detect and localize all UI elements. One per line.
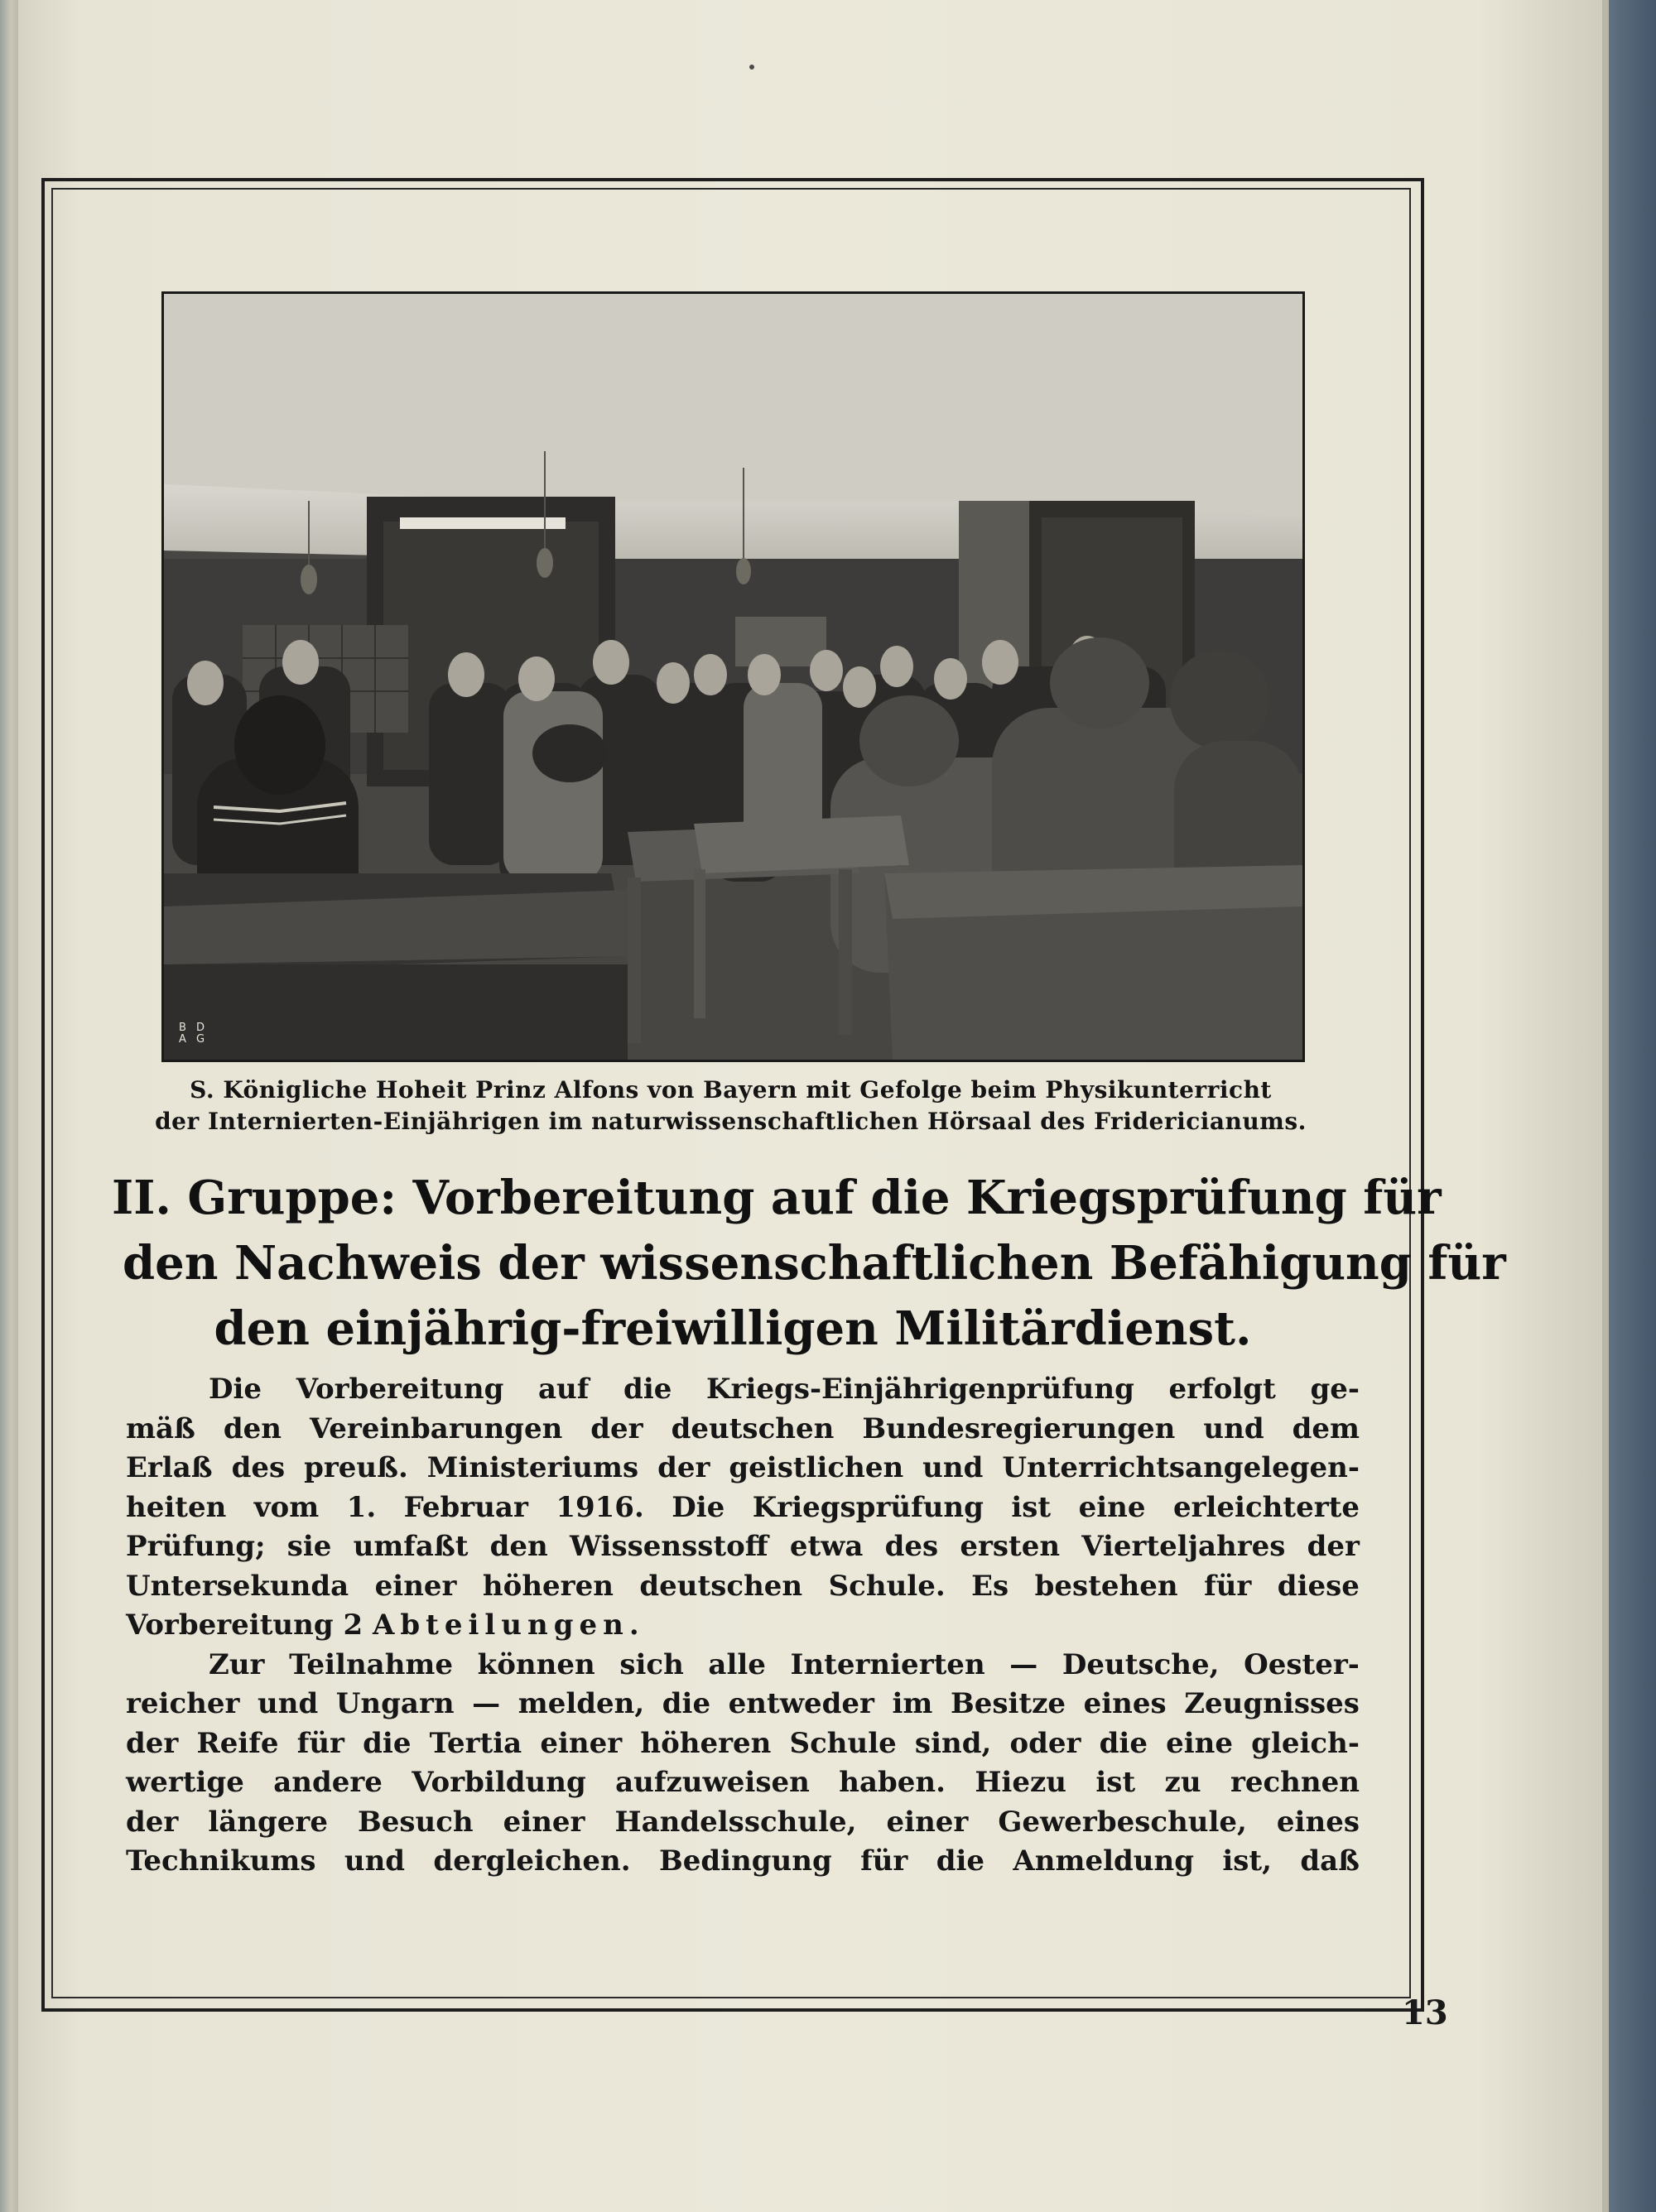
body-line	[126, 1685, 1360, 1724]
word: gleich-	[1251, 1726, 1360, 1760]
word: heiten	[126, 1490, 227, 1524]
word: reicher	[126, 1687, 240, 1720]
word: —	[472, 1687, 501, 1720]
body-line	[126, 1488, 1360, 1528]
page-number: 13	[1402, 1993, 1448, 2032]
word: Reife	[196, 1726, 279, 1760]
word: den	[223, 1411, 282, 1445]
heading-line-1: II. Gruppe: Vorbereitung auf die Kriegsprüfung für	[112, 1171, 1442, 1225]
word: ist	[1011, 1490, 1052, 1524]
word: einer	[540, 1726, 623, 1760]
word: Internierten	[790, 1647, 985, 1681]
word: Die	[672, 1490, 725, 1524]
body-line	[126, 1527, 1360, 1567]
word: ersten	[960, 1530, 1061, 1563]
word: Zeugnisses	[1184, 1687, 1360, 1720]
classroom-photograph	[161, 291, 1305, 1062]
word: vom	[253, 1490, 320, 1524]
body-line	[126, 1449, 1360, 1488]
word: 1.	[346, 1490, 377, 1524]
word: dergleichen.	[433, 1844, 631, 1878]
body-line	[126, 1646, 1360, 1685]
word: Unterrichtsangelegen-	[1002, 1451, 1360, 1484]
word: Bedingung	[658, 1844, 832, 1878]
word: rechnen	[1230, 1766, 1360, 1799]
word: sie	[286, 1530, 332, 1563]
word: diese	[1277, 1569, 1360, 1603]
word: der	[1307, 1530, 1360, 1563]
caption-line-1: S. Königliche Hoheit Prinz Alfons von Bayern mit Gefolge beim Physikunterricht	[190, 1076, 1272, 1104]
word: für	[296, 1726, 344, 1760]
word: Die	[209, 1373, 262, 1406]
heading-line-2: den Nachweis der wissenschaftlichen Befähigung für	[123, 1236, 1506, 1291]
word: Teilnahme	[289, 1647, 454, 1681]
word: mäß	[126, 1411, 195, 1445]
word: Technikums	[126, 1844, 316, 1878]
body-line	[126, 1606, 1360, 1646]
word: bestehen	[1034, 1569, 1178, 1603]
word: Bundesregierungen	[862, 1411, 1176, 1445]
word: daß	[1300, 1844, 1360, 1878]
word: erleichterte	[1172, 1490, 1360, 1524]
word: die	[1099, 1726, 1148, 1760]
word: und	[1203, 1411, 1264, 1445]
word: Ungarn	[335, 1687, 455, 1720]
word: längere	[208, 1805, 328, 1839]
word: sind,	[914, 1726, 992, 1760]
word: Schule.	[828, 1569, 946, 1603]
word: Schule	[789, 1726, 897, 1760]
word: Es	[971, 1569, 1009, 1603]
photo-agency-mark: B D A G	[179, 1022, 209, 1046]
heading-line-3: den einjährig-freiwilligen Militärdienst.	[214, 1301, 1252, 1356]
word: Untersekunda	[126, 1569, 349, 1603]
word: Prüfung;	[126, 1530, 266, 1563]
word: geistlichen	[729, 1451, 904, 1484]
body-line	[126, 1724, 1360, 1764]
word: für	[860, 1844, 908, 1878]
body-line	[126, 1842, 1360, 1882]
word: Vorbildung	[412, 1766, 586, 1799]
word: Zur	[209, 1647, 265, 1681]
word: deutschen	[639, 1569, 803, 1603]
word: zu	[1164, 1766, 1201, 1799]
word: und	[922, 1451, 984, 1484]
word: die	[363, 1726, 412, 1760]
word: preuß.	[304, 1451, 408, 1484]
word: Oester-	[1244, 1647, 1360, 1681]
word: eines	[1276, 1805, 1360, 1839]
word: Wissensstoff	[569, 1530, 768, 1563]
word: können	[477, 1647, 595, 1681]
photo-illustration	[164, 294, 1302, 1060]
word: 1916.	[556, 1490, 644, 1524]
page-edge	[1602, 0, 1609, 2212]
word: der	[126, 1726, 179, 1760]
word: Kriegs-Einjährigenprüfung	[706, 1373, 1134, 1406]
body-line-spaced-word: Abteilungen.	[372, 1609, 645, 1642]
word: Gewerbeschule,	[998, 1805, 1247, 1839]
word: Erlaß	[126, 1451, 213, 1484]
body-line-lead: Vorbereitung 2	[126, 1609, 363, 1642]
word: Deutsche,	[1061, 1647, 1220, 1681]
caption-line-2: der Internierten-Einjährigen im naturwissenschaftlichen Hörsaal des Fridericianums.	[155, 1108, 1307, 1135]
word: dem	[1292, 1411, 1360, 1445]
word: und	[258, 1687, 319, 1720]
word: Tertia	[429, 1726, 522, 1760]
word: alle	[708, 1647, 766, 1681]
word: erfolgt	[1168, 1373, 1276, 1406]
word: umfaßt	[353, 1530, 469, 1563]
word: eine	[1166, 1726, 1234, 1760]
body-line	[126, 1370, 1360, 1410]
word: die	[662, 1687, 711, 1720]
word: höheren	[482, 1569, 614, 1603]
word: des	[231, 1451, 286, 1484]
word: für	[1204, 1569, 1252, 1603]
body-line	[126, 1410, 1360, 1450]
word: höheren	[640, 1726, 772, 1760]
photo-caption	[124, 1075, 1337, 1137]
word: eine	[1078, 1490, 1146, 1524]
body-line	[126, 1803, 1360, 1843]
word: wertige	[126, 1766, 244, 1799]
word: einer	[503, 1805, 585, 1839]
word: und	[344, 1844, 406, 1878]
word: haben.	[839, 1766, 946, 1799]
word: Vereinbarungen	[309, 1411, 563, 1445]
word: auf	[538, 1373, 590, 1406]
word: melden,	[518, 1687, 645, 1720]
word: Anmeldung	[1013, 1844, 1194, 1878]
word: —	[1009, 1647, 1038, 1681]
body-line	[126, 1763, 1360, 1803]
word: deutschen	[671, 1411, 835, 1445]
word: Besuch	[357, 1805, 474, 1839]
word: Kriegsprüfung	[752, 1490, 984, 1524]
word: einer	[374, 1569, 457, 1603]
word: einer	[886, 1805, 969, 1839]
body-line	[126, 1567, 1360, 1607]
section-heading	[112, 1166, 1506, 1362]
word: den	[489, 1530, 548, 1563]
body-text	[126, 1370, 1360, 1882]
word: ge-	[1310, 1373, 1360, 1406]
word: die	[936, 1844, 985, 1878]
word: entweder	[728, 1687, 874, 1720]
word: Februar	[403, 1490, 528, 1524]
word: die	[623, 1373, 672, 1406]
word: andere	[273, 1766, 383, 1799]
word: der	[126, 1805, 179, 1839]
word: eines	[1083, 1687, 1167, 1720]
word: der	[590, 1411, 643, 1445]
word: sich	[619, 1647, 684, 1681]
word: im	[892, 1687, 933, 1720]
word: Besitze	[950, 1687, 1066, 1720]
word: Vierteljahres	[1081, 1530, 1286, 1563]
word: ist	[1095, 1766, 1136, 1799]
word: aufzuweisen	[615, 1766, 810, 1799]
word: Ministeriums	[426, 1451, 639, 1484]
word: Handelsschule,	[614, 1805, 857, 1839]
word: ist,	[1222, 1844, 1272, 1878]
word: Hiezu	[975, 1766, 1067, 1799]
paper-speck	[749, 65, 754, 70]
word: des	[884, 1530, 939, 1563]
left-page-edge	[0, 0, 18, 2212]
word: Vorbereitung	[296, 1373, 504, 1406]
word: etwa	[789, 1530, 864, 1563]
word: oder	[1009, 1726, 1081, 1760]
word: der	[657, 1451, 710, 1484]
